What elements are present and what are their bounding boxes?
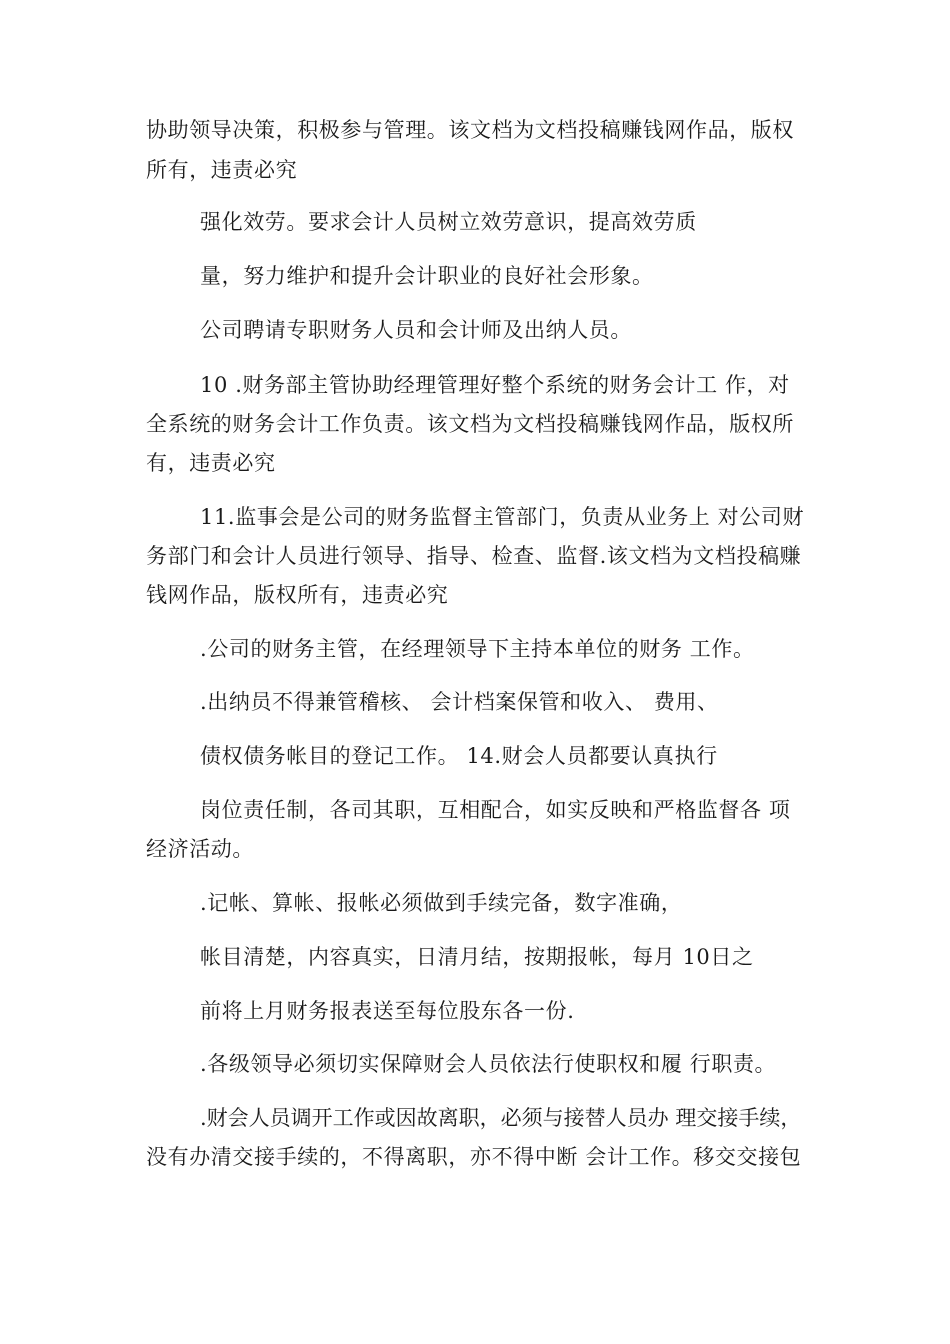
paragraph-line: 务部门和会计人员进行领导、指导、检查、监督.该文档为文档投稿赚 [146, 544, 802, 568]
paragraph-line: 帐目清楚，内容真实，日清月结，按期报帐，每月 10日之 [200, 945, 754, 969]
paragraph-line: 全系统的财务会计工作负责。该文档为文档投稿赚钱网作品，版权所 [146, 412, 794, 436]
paragraph-line: 前将上月财务报表送至每位股东各一份. [200, 999, 575, 1023]
paragraph-line: 所有，违责必究 [146, 158, 298, 182]
paragraph-line: .公司的财务主管，在经理领导下主持本单位的财务 工作。 [200, 637, 755, 661]
paragraph-line: 11.监事会是公司的财务监督主管部门，负责从业务上 对公司财 [200, 505, 805, 529]
paragraph-line: 债权债务帐目的登记工作。 14.财会人员都要认真执行 [200, 744, 718, 768]
paragraph-line: 岗位责任制，各司其职，互相配合，如实反映和严格监督各 项 [200, 798, 791, 822]
paragraph-line: 协助领导决策，积极参与管理。该文档为文档投稿赚钱网作品，版权 [146, 118, 794, 142]
paragraph-line: 量，努力维护和提升会计职业的良好社会形象。 [200, 264, 654, 288]
paragraph-line: .各级领导必须切实保障财会人员依法行使职权和履 行职责。 [200, 1052, 777, 1076]
paragraph-line: 强化效劳。要求会计人员树立效劳意识，提高效劳质 [200, 210, 697, 234]
paragraph-line: 10 .财务部主管协助经理管理好整个系统的财务会计工 作，对 [200, 373, 790, 397]
paragraph-line: 没有办清交接手续的，不得离职，亦不得中断 会计工作。移交交接包 [146, 1145, 802, 1169]
paragraph-line: 公司聘请专职财务人员和会计师及出纳人员。 [200, 318, 632, 342]
paragraph-line: 经济活动。 [146, 837, 254, 861]
paragraph-line: 有，违责必究 [146, 451, 276, 475]
paragraph-line: .记帐、算帐、报帐必须做到手续完备，数字准确， [200, 891, 683, 915]
paragraph-line: .出纳员不得兼管稽核、 会计档案保管和收入、 费用、 [200, 690, 719, 714]
paragraph-line: .财会人员调开工作或因故离职，必须与接替人员办 理交接手续， [200, 1106, 802, 1130]
paragraph-line: 钱网作品，版权所有，违责必究 [146, 583, 449, 607]
